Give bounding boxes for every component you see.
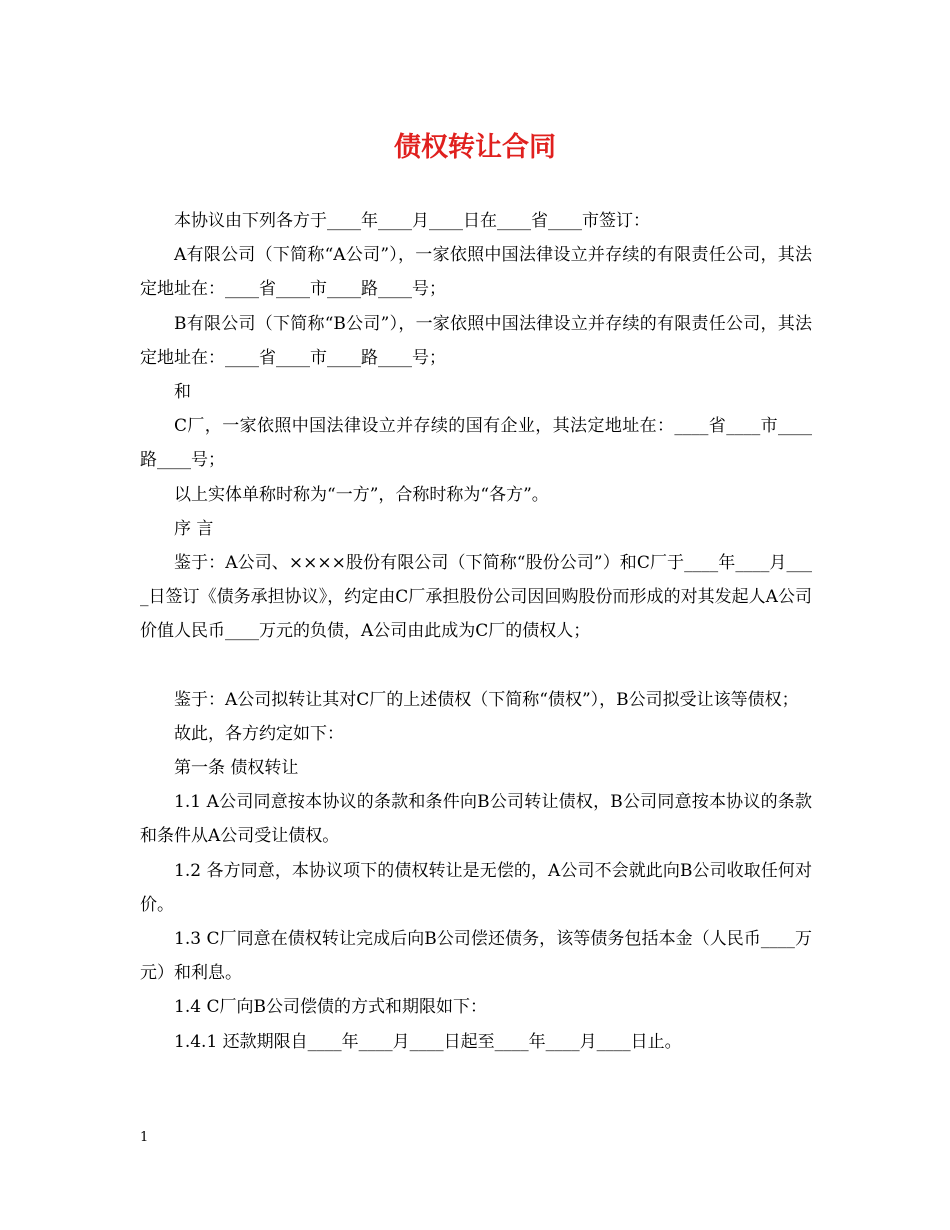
paragraph-whereas-1: 鉴于：A公司、××××股份有限公司（下简称“股份公司”）和C厂于____年____月____日签订《债务承担协议》，约定由C厂承担股份公司因回购股份而形成的对其发起人A公司价值人民币____万元的负债，A公司由此成为C厂的债权人； — [140, 553, 812, 642]
clause-1-4-1: 1.4.1 还款期限自____年____月____日起至____年____月____日止。 — [174, 1031, 682, 1052]
paragraph-agreement: 故此，各方约定如下： — [174, 723, 344, 744]
heading-preamble: 序 言 — [174, 518, 214, 539]
paragraph-whereas-2: 鉴于：A公司拟转让其对C厂的上述债权（下简称“债权”），B公司拟受让该等债权； — [174, 689, 799, 710]
heading-article-1: 第一条 债权转让 — [174, 758, 299, 779]
paragraph-and: 和 — [174, 382, 191, 403]
document-body — [140, 204, 812, 1059]
page-number: 1 — [140, 1130, 149, 1145]
document-title: 债权转让合同 — [394, 132, 556, 163]
paragraph-party-a: A有限公司（下简称“A公司”），一家依照中国法律设立并存续的有限责任公司，其法定地址在：____省____市____路____号； — [140, 245, 812, 300]
clause-1-3: 1.3 C厂同意在债权转让完成后向B公司偿还债务，该等债务包括本金（人民币____万元）和利息。 — [140, 929, 812, 984]
paragraph-party-b: B有限公司（下简称“B公司”），一家依照中国法律设立并存续的有限责任公司，其法定地址在：____省____市____路____号； — [140, 313, 812, 368]
paragraph-definitions: 以上实体单称时称为“一方”，合称时称为“各方”。 — [174, 484, 549, 505]
clause-1-1: 1.1 A公司同意按本协议的条款和条件向B公司转让债权，B公司同意按本协议的条款和条件从A公司受让债权。 — [140, 792, 812, 847]
paragraph-party-c: C厂，一家依照中国法律设立并存续的国有企业，其法定地址在：____省____市____路____号； — [140, 416, 812, 471]
clause-1-4: 1.4 C厂向B公司偿债的方式和期限如下： — [174, 997, 487, 1018]
clause-1-2: 1.2 各方同意，本协议项下的债权转让是无偿的，A公司不会就此向B公司收取任何对价。 — [140, 860, 812, 915]
paragraph-signing-info: 本协议由下列各方于____年____月____日在____省____市签订： — [174, 211, 650, 231]
